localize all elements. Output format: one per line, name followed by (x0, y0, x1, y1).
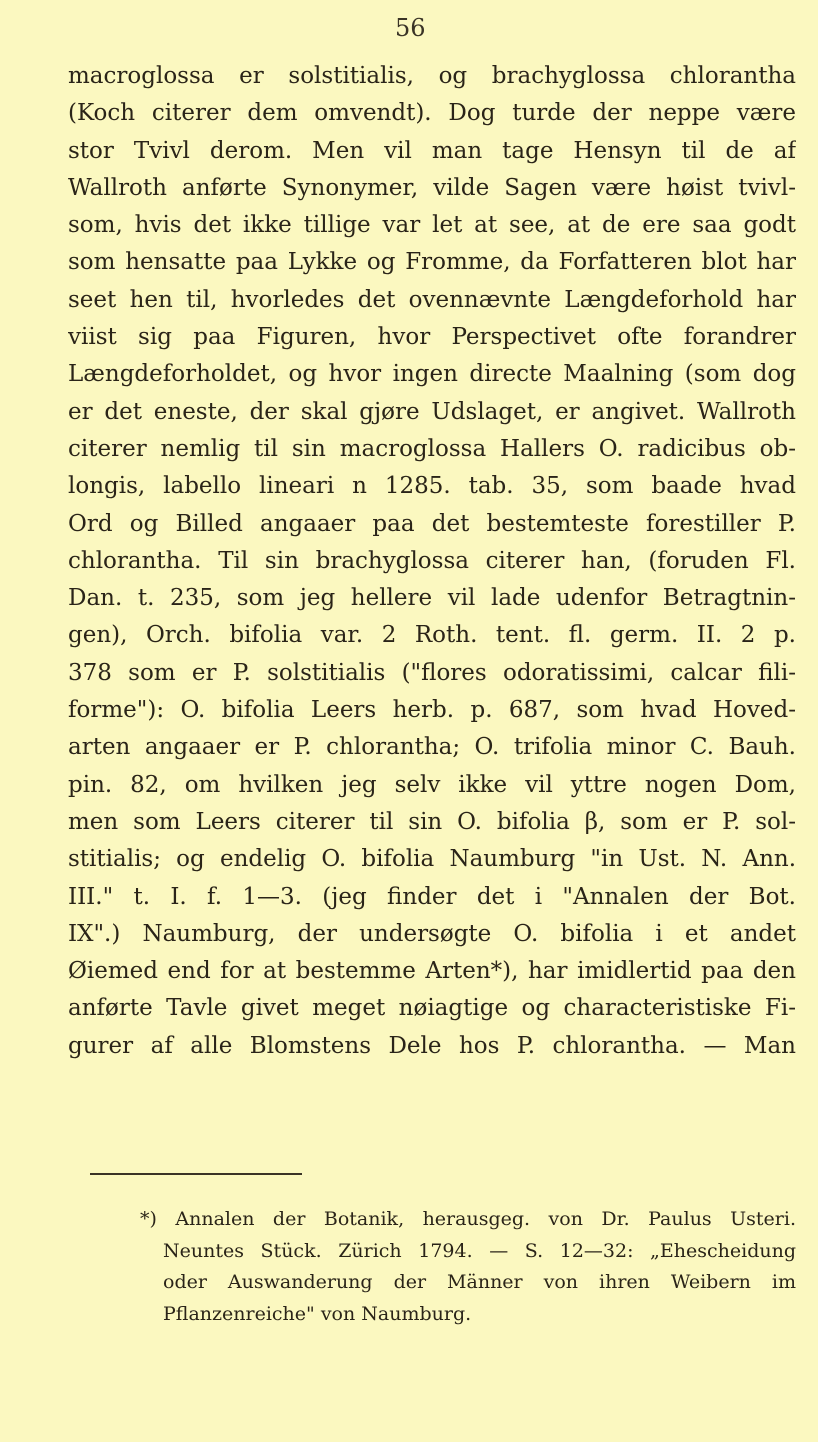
body-line: (Koch citerer dem omvendt). Dog turde der neppe være (68, 100, 796, 127)
body-line: citerer nemlig til sin macroglossa Hallers O. radicibus ob- (68, 435, 796, 462)
body-line: forme"): O. bifolia Leers herb. p. 687, som hvad Hoved- (68, 697, 796, 724)
body-line: chlorantha. Til sin brachyglossa citerer han, (foruden Fl. (68, 547, 796, 574)
body-line: viist sig paa Figuren, hvor Perspectivet ofte forandrer (68, 324, 796, 351)
body-line: Ord og Billed angaaer paa det bestemteste forestiller P. (68, 510, 796, 537)
body-line: Dan. t. 235, som jeg hellere vil lade udenfor Betragtnin- (68, 585, 796, 612)
body-line: seet hen til, hvorledes det ovennævnte Længdeforhold har (68, 286, 796, 313)
body-line: longis, labello lineari n 1285. tab. 35, som baade hvad (68, 473, 796, 500)
body-line: stor Tvivl derom. Men vil man tage Hensyn til de af (68, 137, 796, 164)
body-line: IX".) Naumburg, der undersøgte O. bifolia i et andet (68, 920, 796, 947)
body-line: er det eneste, der skal gjøre Udslaget, er angivet. Wallroth (68, 398, 796, 425)
body-line: gen), Orch. bifolia var. 2 Roth. tent. fl. germ. II. 2 p. (68, 622, 796, 649)
footnote-line: oder Auswanderung der Männer von ihren Weibern im (163, 1271, 796, 1293)
footnote-line: Pflanzenreiche" von Naumburg. (163, 1302, 472, 1325)
footnote (140, 1204, 796, 1330)
body-line: men som Leers citerer til sin O. bifolia β, som er P. sol- (68, 808, 796, 835)
body-text (68, 58, 796, 1065)
body-line: gurer af alle Blomstens Dele hos P. chlorantha. — Man (68, 1032, 796, 1059)
body-line: arten angaaer er P. chlorantha; O. trifolia minor C. Bauh. (68, 734, 796, 761)
footnote-separator (90, 1173, 302, 1175)
page-number: 56 (395, 14, 426, 42)
body-line: pin. 82, om hvilken jeg selv ikke vil yttre nogen Dom, (68, 771, 796, 798)
body-line: som, hvis det ikke tillige var let at see, at de ere saa godt (68, 212, 796, 239)
footnote-line: Neuntes Stück. Zürich 1794. — S. 12—32: „Ehescheidung (163, 1239, 796, 1262)
body-line: III." t. I. f. 1—3. (jeg finder det i "Annalen der Bot. (68, 883, 796, 910)
body-line: stitialis; og endelig O. bifolia Naumburg "in Ust. N. Ann. (68, 846, 796, 873)
body-line: macroglossa er solstitialis, og brachyglossa chlorantha (68, 63, 796, 89)
body-line: anførte Tavle givet meget nøiagtige og characteristiske Fi- (68, 995, 796, 1022)
body-line: 378 som er P. solstitialis ("flores odoratissimi, calcar fili- (68, 659, 796, 686)
footnote-line: *) Annalen der Botanik, herausgeg. von Dr. Paulus Usteri. (140, 1208, 796, 1230)
body-line: Længdeforholdet, og hvor ingen directe Maalning (som dog (68, 361, 796, 388)
body-line: Øiemed end for at bestemme Arten*), har imidlertid paa den (68, 958, 796, 985)
body-line: Wallroth anførte Synonymer, vilde Sagen være høist tvivl- (68, 174, 796, 201)
body-line: som hensatte paa Lykke og Fromme, da Forfatteren blot har (68, 249, 796, 276)
